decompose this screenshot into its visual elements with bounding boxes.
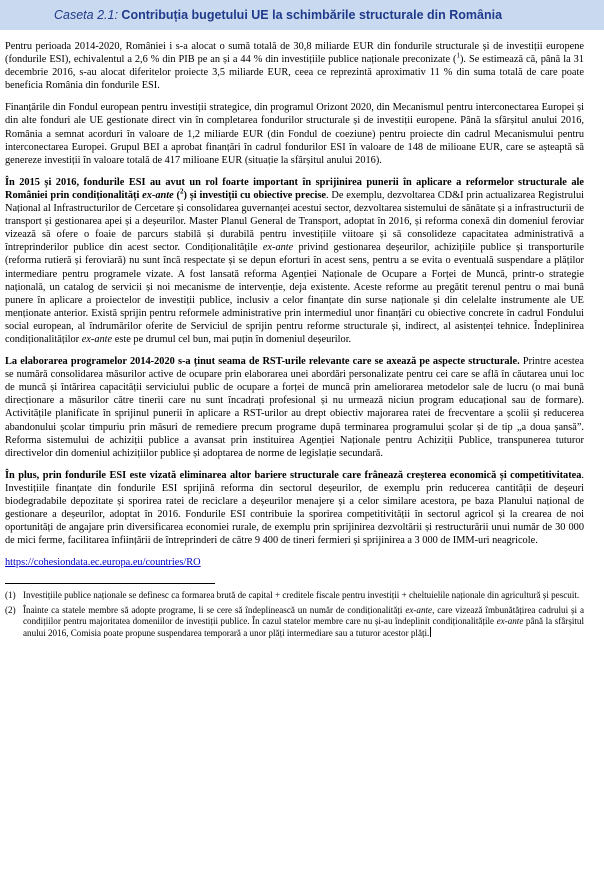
footnote-number: (1) [5,590,16,601]
footnote-text-part: Înainte ca statele membre să adopte programe, li se cere să îndeplinească un număr de condiționalități [23,604,406,615]
box-title-text: Contribuția bugetului UE la schimbările structurale din România [121,8,503,22]
italic-term: ex-ante [405,604,433,615]
paragraph-text: Pentru perioada 2014-2020, României i s-a alocat o sumă totală de 30,8 miliarde EUR din fondurile structurale și de investiții europene (fondurile ESI), echivalentul a 2,6 % din PIB pe an și a 44 % din investițiile publice naționale preconizate ( [5,41,584,66]
paragraph-other-funds: Finanțările din Fondul european pentru investiții strategice, din programul Orizont 2020, din Mecanismul pentru interconectarea Europei și din alte fonduri ale UE gestionate direct vin în completarea fondurilor structurale și de investiții europene. Până la sfârșitul anului 2016, România a semnat acorduri în valoare de 1,2 miliarde EUR (din Fondul de coeziune) pentru proiecte din cadrul Mecanismului pentru interconectarea Europei. Grupul BEI a aprobat finanțări în cadrul fondurilor ESI în valoare de 148 de milioane EUR, care se așteaptă să genereze investiții în valoare totală de 417 milioane EUR (situație la sfârșitul anului 2016). [5,102,584,166]
bold-text: În 2015 și 2016, fondurile ESI au avut un rol foarte important în sprijinirea punerii în aplicare a reformelor structurale ale României prin condiționalități [5,176,584,201]
footnote-number: (2) [5,604,16,615]
footnote-2 [5,605,584,640]
paragraph-text: . De exemplu, dezvoltarea CD&I prin actualizarea Registrului Național al Infrastructurilor de Cercetare și consolidarea guvernanței acestui sector, dezvoltarea sistemului de sănătate și a infrastructurii de transport și gestionarea apei și a deșeurilor. Master Planul General de Transport, adoptat în 2016, și reforma conexă din domeniul feroviar vizează să ofere o foaie de parcurs stabilă și durabilă pentru investițiile viitoare și să consolideze capacitatea administrativă a întreprinderilor publice din acest sector. Condiționalitățile [5,189,585,254]
paragraph-reforms [5,176,584,346]
italic-term: ex-ante [142,189,174,201]
footnote-text-part: până la sfârșitul anului 2016, Comisia poate propune suspendarea temporară a unor plăți intermediare sau a tuturor acestor plăți. [23,616,584,639]
box-caption-label: Caseta 2.1: [54,8,118,22]
box-header [0,0,604,30]
bold-text: ) și investiții cu obiective precise [183,189,327,201]
paragraph-text: . Investițiile finanțate din fondurile ESI sprijină reforma din sectorul deșeurilor, de exemplu prin reducerea cantității de deșeuri biodegradabile depozitate și sporirea ratei de reciclare a deșeurilor menajere și a celor similare acestora, pe baza Planului național de gestionare a deșeurilor, adoptat în 2016. Fondurile ESI contribuie la sporirea competitivității în sectorul agricol și la crearea de noi oportunități de angajare prin diversificarea economiei rurale, de exemplu prin sprijinirea dezvoltării și restructurării unui număr de 30 000 de mici ferme, facilitarea înființării de întreprinderi de către 9 400 de tineri fermieri și sprijinirea a 3 000 de IMM-uri neagricole. [5,469,584,547]
bold-lead: La elaborarea programelor 2014-2020 s-a ținut seama de RST-urile relevante care se axează pe aspecte structurale. [5,356,520,368]
footnote-1 [5,590,584,601]
bold-text: ( [173,189,180,201]
paragraph-csr [5,355,584,460]
footnote-text-part: Investițiile publice naționale se definesc ca formarea brută de capital + creditele fiscale pentru investiții + cheltuielile naționale din agricultură și pescuit. [23,590,580,601]
footnotes [5,590,584,639]
paragraph-text: privind gestionarea deșeurilor, achizițiile publice și transporturile (reforma rutieră și feroviară) nu sunt încă respectate și se depun eforturi în acest sens, pentru a se evita o eventuală suspendare a plăților intermediare pentru programele vizate. A fost lansată reforma Agenției Naționale de Ocupare a Forței de Muncă, printr-o strategie națională, un catalog de servicii și noi mecanisme de intervenție, deja existente. Aceste reforme au pregătit terenul pentru o mai bună punere în aplicare a proiectelor de investiții publice, inclusiv a celor finanțate din surse naționale și din celelalte instrumente ale UE menționate anterior. Există sprijin pentru reformele administrative prin intermediul unor finanțări cu obiective concrete în cadrul Fondului social european, al îndrumărilor oferite de Serviciul de sprijin pentru reforme structurale și, indirect, al asistenței tehnice. Îndeplinirea condiționalităților [5,242,584,345]
text-cursor [430,627,431,637]
paragraph-text: este pe drumul cel bun, mai puțin în domeniul deșeurilor. [112,333,352,345]
footnote-text-part: , care vizează îmbunătățirea cadrului și a condițiilor pentru majoritatea domeniilor de investiții publice. În cazul statelor membre care nu și-au îndeplinit condiționalitățile [23,604,584,627]
paragraph-text: Printre acestea se numără consolidarea măsurilor active de ocupare prin elaborarea unei abordări personalizate pentru cei care se află în căutarea unui loc de muncă și întărirea capacității serviciului public de ocupare a forței de muncă prin ameliorarea metodelor sale de lucru (o mai bună direcționare a măsurilor către tinerii care nu sunt încadrați profesional și nu urmează niciun program educațional sau de formare). Activitățile planificate în sprijinul punerii în aplicare a RST-urilor au drept obiectiv majorarea ratei de frecventare a școlii și reducerea abandonului școlar timpuriu prin măsuri de remediere precum programe după terminarea programului școlar și de tip „a doua șansă”. Reforma sistemului de achiziții publice a avansat prin instituirea Agenției Naționale pentru Achiziții Publice, transpunerea tuturor directivelor din domeniul achizițiilor publice și adoptarea de norme de legislație secundară. [5,356,584,459]
footnote-text [23,605,584,640]
italic-term: ex-ante [496,616,524,627]
footnote-ref-2[interactable]: 2 [180,187,184,196]
footnote-divider [5,583,215,584]
cohesiondata-link[interactable]: https://cohesiondata.ec.europa.eu/countries/RO [5,557,201,569]
italic-term: ex-ante [262,242,294,254]
footnote-ref-1[interactable]: 1 [456,51,460,60]
italic-term: ex-ante [81,333,113,345]
bold-lead: În plus, prin fondurile ESI este vizată eliminarea altor bariere structurale care frânează creșterea economică și competitivitatea [5,469,582,481]
footnote-text [23,590,584,601]
link-paragraph [5,556,584,569]
box-title [54,8,502,22]
paragraph-text: ). Se estimează că, până la 31 decembrie 2016, s-au alocat diferitelor proiecte 3,5 miliarde EUR, ceea ce reprezintă aproximativ 11 % din suma totală de care poate beneficia România din fondurile ESI. [5,54,584,92]
paragraph-allocation [5,40,584,92]
paragraph-barriers [5,469,584,548]
box-content [5,40,584,643]
